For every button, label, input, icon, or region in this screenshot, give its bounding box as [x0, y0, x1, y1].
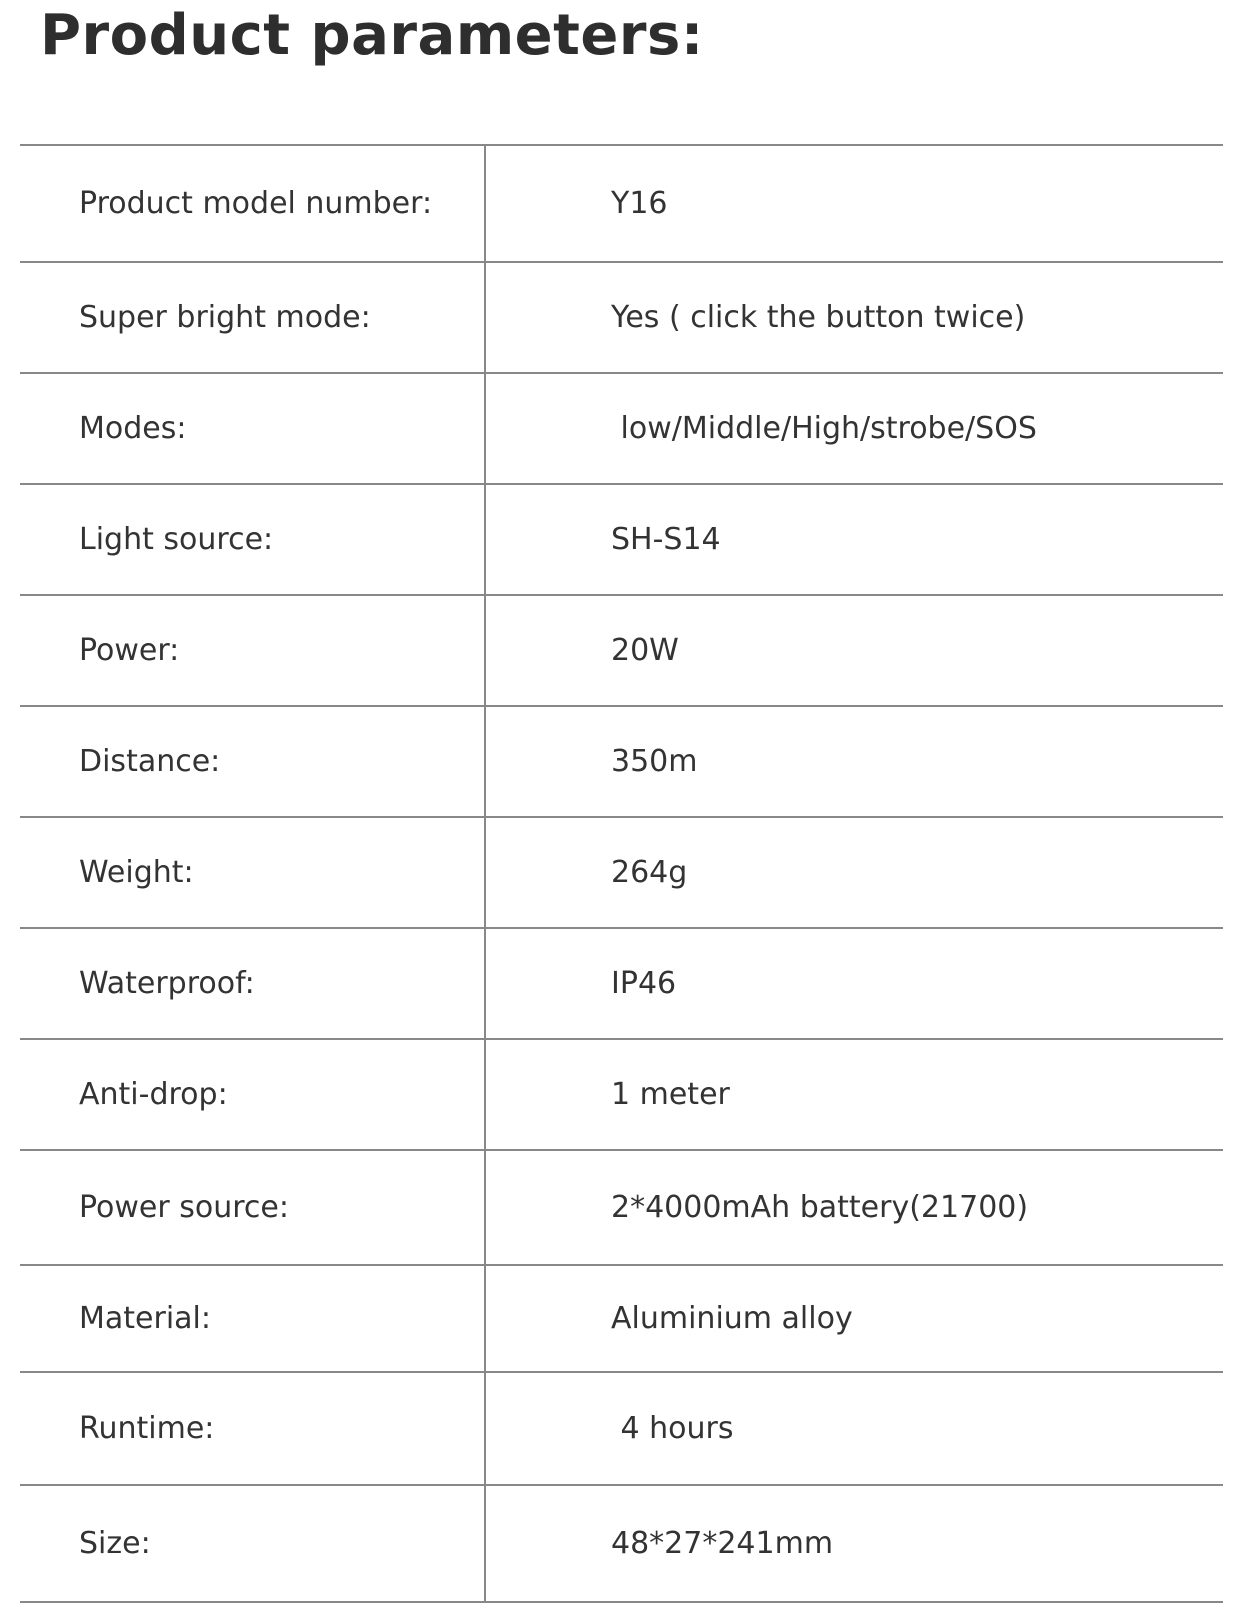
spec-label: Anti-drop: — [79, 1077, 228, 1112]
spec-label: Runtime: — [79, 1411, 215, 1446]
spec-value: 2*4000mAh battery(21700) — [611, 1190, 1029, 1225]
label-cell — [20, 1486, 486, 1601]
spec-label: Power source: — [79, 1190, 289, 1225]
table-row — [20, 1266, 1223, 1373]
spec-label: Distance: — [79, 744, 221, 779]
spec-value: Y16 — [611, 186, 668, 221]
value-cell — [486, 596, 1223, 705]
table-row — [20, 707, 1223, 818]
spec-value: 20W — [611, 633, 679, 668]
label-cell — [20, 818, 486, 927]
label-cell — [20, 146, 486, 261]
label-cell — [20, 485, 486, 594]
spec-label: Size: — [79, 1526, 151, 1561]
label-cell — [20, 263, 486, 372]
spec-label: Product model number: — [79, 186, 433, 221]
value-cell — [486, 263, 1223, 372]
table-row — [20, 263, 1223, 374]
spec-value: 350m — [611, 744, 698, 779]
spec-value: 264g — [611, 855, 688, 890]
value-cell — [486, 374, 1223, 483]
label-cell — [20, 707, 486, 816]
label-cell — [20, 1373, 486, 1484]
spec-label: Weight: — [79, 855, 194, 890]
table-row — [20, 1040, 1223, 1151]
label-cell — [20, 1266, 486, 1371]
spec-label: Power: — [79, 633, 180, 668]
spec-table — [20, 144, 1223, 1603]
value-cell — [486, 1373, 1223, 1484]
table-row — [20, 1151, 1223, 1266]
label-cell — [20, 374, 486, 483]
spec-value: IP46 — [611, 966, 677, 1001]
table-row — [20, 929, 1223, 1040]
value-cell — [486, 1266, 1223, 1371]
table-row — [20, 1373, 1223, 1486]
value-cell — [486, 818, 1223, 927]
spec-value: low/Middle/High/strobe/SOS — [611, 411, 1037, 446]
value-cell — [486, 485, 1223, 594]
spec-label: Material: — [79, 1301, 211, 1336]
value-cell — [486, 1486, 1223, 1601]
spec-value: Yes ( click the button twice) — [611, 300, 1026, 335]
spec-label: Modes: — [79, 411, 187, 446]
label-cell — [20, 596, 486, 705]
table-row — [20, 596, 1223, 707]
table-row — [20, 818, 1223, 929]
spec-label: Waterproof: — [79, 966, 255, 1001]
spec-value: SH-S14 — [611, 522, 721, 557]
table-row — [20, 1486, 1223, 1603]
value-cell — [486, 146, 1223, 261]
spec-value: 1 meter — [611, 1077, 730, 1112]
spec-value: 48*27*241mm — [611, 1526, 834, 1561]
value-cell — [486, 1151, 1223, 1264]
value-cell — [486, 1040, 1223, 1149]
value-cell — [486, 929, 1223, 1038]
table-row — [20, 146, 1223, 263]
table-row — [20, 485, 1223, 596]
label-cell — [20, 929, 486, 1038]
label-cell — [20, 1040, 486, 1149]
spec-label: Light source: — [79, 522, 274, 557]
value-cell — [486, 707, 1223, 816]
table-row — [20, 374, 1223, 485]
spec-label: Super bright mode: — [79, 300, 371, 335]
page-title: Product parameters: — [40, 3, 704, 68]
label-cell — [20, 1151, 486, 1264]
spec-value: 4 hours — [611, 1411, 734, 1446]
spec-value: Aluminium alloy — [611, 1301, 853, 1336]
